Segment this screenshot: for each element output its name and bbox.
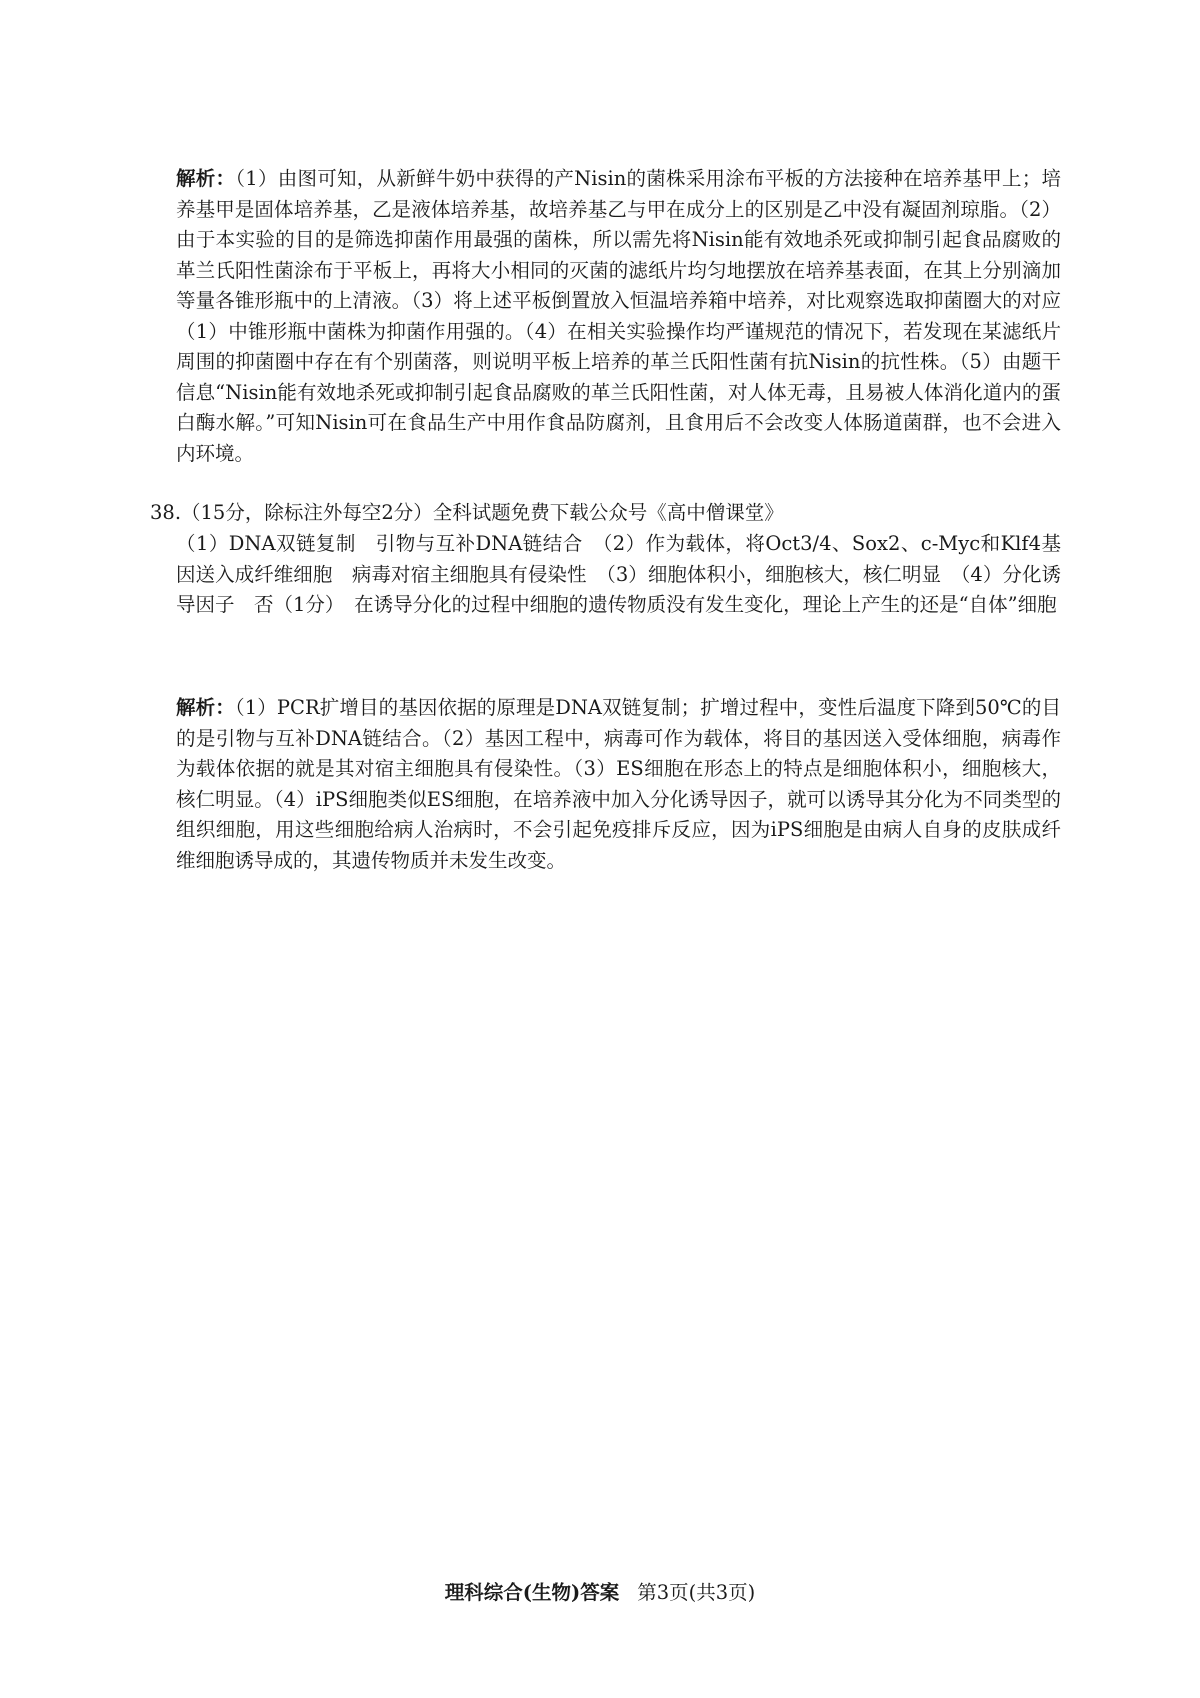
explanation-text: （1）由图可知，从新鲜牛奶中获得的产Nisin的菌株采用涂布平板的方法接种在培养基甲上；培养基甲是固体培养基，乙是液体培养基，故培养基乙与甲在成分上的区别是乙中没有凝固剂琼脂。（2）由于本实验的目的是筛选抑菌作用最强的菌株，所以需先将Nisin能有效地杀死或抑制引起食品腐败的革兰氏阳性菌涂布于平板上，再将大小相同的灭菌的滤纸片均匀地摆放在培养基表面，在其上分别滴加等量各锥形瓶中的上清液。（3）将上述平板倒置放入恒温培养箱中培养，对比观察选取抑菌圈大的对应（1）中锥形瓶中菌株为抑菌作用强的。（4）在相关实验操作均严谨规范的情况下，若发现在某滤纸片周围的抑菌圈中存在有个别菌落，则说明平板上培养的革兰氏阳性菌有抗Nisin的抗性株。（5）由题干信息“Nisin能有效地杀死或抑制引起食品腐败的革兰氏阳性菌，对人体无毒，且易被人体消化道内的蛋白酶水解。”可知Nisin可在食品生产中用作食品防腐剂，且食用后不会改变人体肠道菌群，也不会进入内环境。 xyxy=(176,167,1061,465)
question-38-header xyxy=(150,498,1061,529)
question-header-text: （15分，除标注外每空2分）全科试题免费下载公众号《高中僧课堂》 xyxy=(181,501,784,524)
footer-page-number: 第3页(共3页) xyxy=(637,1581,756,1604)
explanation-label: 解析： xyxy=(176,696,235,719)
explanation-paragraph-1 xyxy=(176,164,1061,469)
explanation-label: 解析： xyxy=(176,167,236,190)
explanation-text: （1）PCR扩增目的基因依据的原理是DNA双链复制；扩增过程中，变性后温度下降到50℃的目的是引物与互补DNA链结合。（2）基因工程中，病毒可作为载体，将目的基因送入受体细胞，病毒作为载体依据的就是其对宿主细胞具有侵染性。（3）ES细胞在形态上的特点是细胞体积小，细胞核大，核仁明显。（4）iPS细胞类似ES细胞，在培养液中加入分化诱导因子，就可以诱导其分化为不同类型的组织细胞，用这些细胞给病人治病时，不会引起免疫排斥反应，因为iPS细胞是由病人自身的皮肤成纤维细胞诱导成的，其遗传物质并未发生改变。 xyxy=(176,696,1061,872)
question-38-answer: （1）DNA双链复制 引物与互补DNA链结合 （2）作为载体，将Oct3/4、Sox2、c-Myc和Klf4基因送入成纤维细胞 病毒对宿主细胞具有侵染性 （3）细胞体积小，细胞核大，核仁明显 （4）分化诱导因子 否（1分） 在诱导分化的过程中细胞的遗传物质没有发生变化，理论上产生的还是“自体”细胞 xyxy=(176,532,1061,616)
page-footer xyxy=(0,1580,1200,1606)
explanation-paragraph-2 xyxy=(176,693,1061,876)
question-number: 38. xyxy=(150,501,182,524)
footer-title: 理科综合(生物)答案 xyxy=(444,1581,620,1604)
